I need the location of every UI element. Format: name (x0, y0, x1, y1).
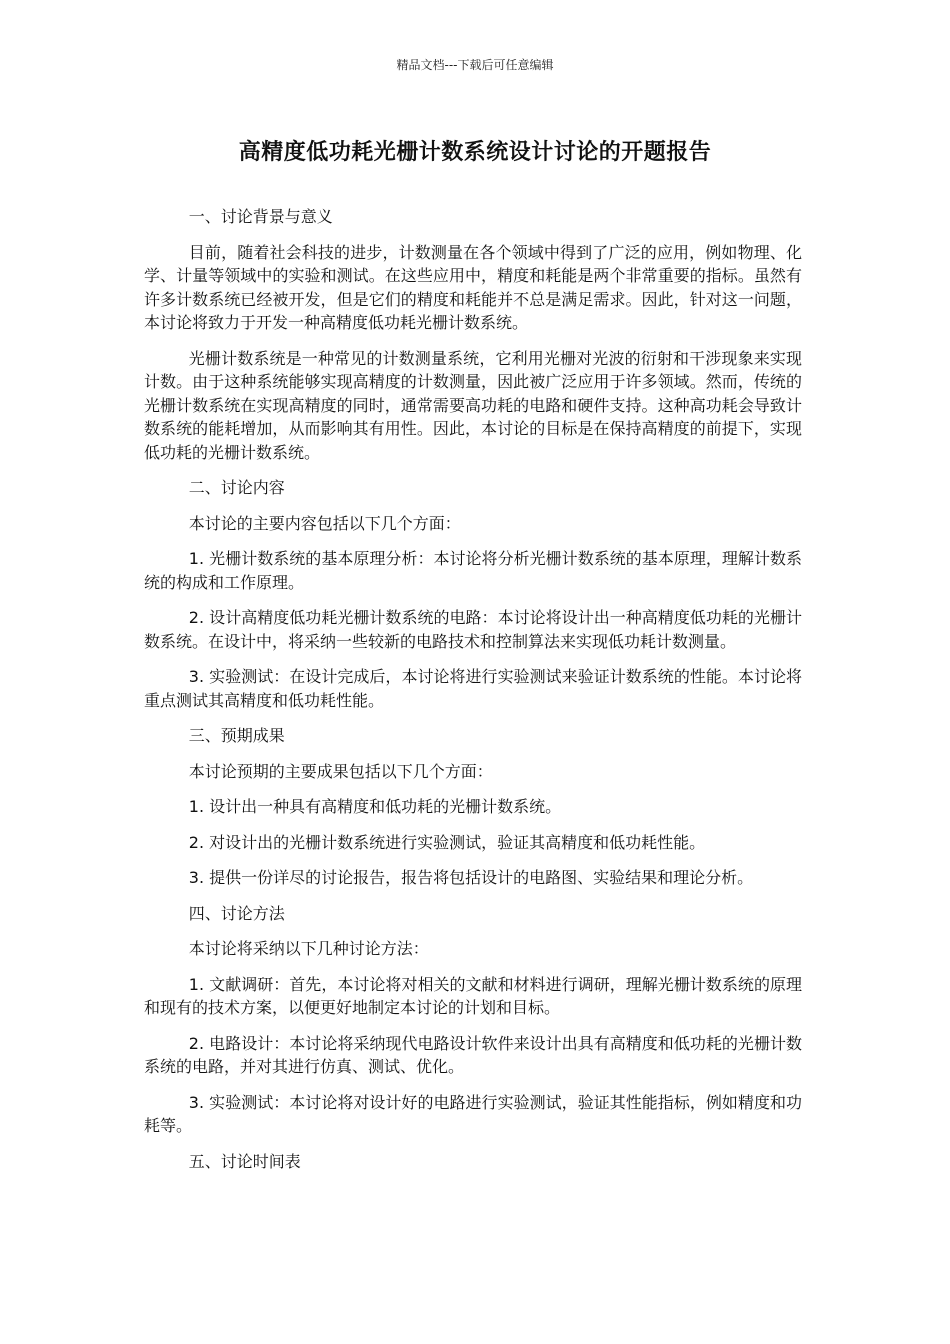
list-item-methods-2: 2. 电路设计：本讨论将采纳现代电路设计软件来设计出具有高精度和低功耗的光栅计数系统的电路，并对其进行仿真、测试、优化。 (144, 1033, 802, 1076)
document-title: 高精度低功耗光栅计数系统设计讨论的开题报告 (238, 140, 712, 165)
list-item-content-3: 3. 实验测试：在设计完成后，本讨论将进行实验测试来验证计数系统的性能。本讨论将重点测试其高精度和低功耗性能。 (144, 667, 802, 710)
paragraph-background-1: 目前，随着社会科技的进步，计数测量在各个领域中得到了广泛的应用，例如物理、化学、计量等领域中的实验和测试。在这些应用中，精度和耗能是两个非常重要的指标。虽然有许多计数系统已经被开发，但是它们的精度和耗能并不总是满足需求。因此，针对这一问题，本讨论将致力于开发一种高精度低功耗光栅计数系统。 (144, 242, 802, 332)
section-heading-methods: 四、讨论方法 (188, 903, 285, 923)
section-heading-content: 二、讨论内容 (188, 478, 285, 497)
list-item-results-3: 3. 提供一份详尽的讨论报告，报告将包括设计的电路图、实验结果和理论分析。 (188, 868, 754, 887)
list-item-content-2: 2. 设计高精度低功耗光栅计数系统的电路：本讨论将设计出一种高精度低功耗的光栅计数系统。在设计中，将采纳一些较新的电路技术和控制算法来实现低功耗计数测量。 (144, 608, 802, 651)
list-item-methods-1: 1. 文献调研：首先，本讨论将对相关的文献和材料进行调研，理解光栅计数系统的原理和现有的技术方案，以便更好地制定本讨论的计划和目标。 (144, 974, 802, 1017)
list-item-results-2: 2. 对设计出的光栅计数系统进行实验测试，验证其高精度和低功耗性能。 (188, 832, 706, 852)
header-note: 精品文档---下载后可任意编辑 (396, 58, 554, 72)
paragraph-results-intro: 本讨论预期的主要成果包括以下几个方面： (188, 761, 493, 781)
list-item-content-1: 1. 光栅计数系统的基本原理分析：本讨论将分析光栅计数系统的基本原理，理解计数系统的构成和工作原理。 (144, 549, 802, 592)
list-item-results-1: 1. 设计出一种具有高精度和低功耗的光栅计数系统。 (188, 797, 562, 816)
section-heading-schedule: 五、讨论时间表 (188, 1151, 301, 1171)
paragraph-content-intro: 本讨论的主要内容包括以下几个方面： (188, 513, 461, 533)
section-heading-background: 一、讨论背景与意义 (188, 207, 333, 226)
section-heading-results: 三、预期成果 (188, 726, 285, 745)
paragraph-background-2: 光栅计数系统是一种常见的计数测量系统，它利用光栅对光波的衍射和干涉现象来实现计数。由于这种系统能够实现高精度的计数测量，因此被广泛应用于许多领域。然而，传统的光栅计数系统在实现高精度的同时，通常需要高功耗的电路和硬件支持。这种高功耗会导致计数系统的能耗增加，从而影响其有用性。因此，本讨论的目标是在保持高精度的前提下，实现低功耗的光栅计数系统。 (144, 348, 802, 462)
paragraph-methods-intro: 本讨论将采纳以下几种讨论方法： (188, 939, 429, 958)
list-item-methods-3: 3. 实验测试：本讨论将对设计好的电路进行实验测试，验证其性能指标，例如精度和功耗等。 (144, 1092, 802, 1135)
document-body (144, 205, 802, 1185)
